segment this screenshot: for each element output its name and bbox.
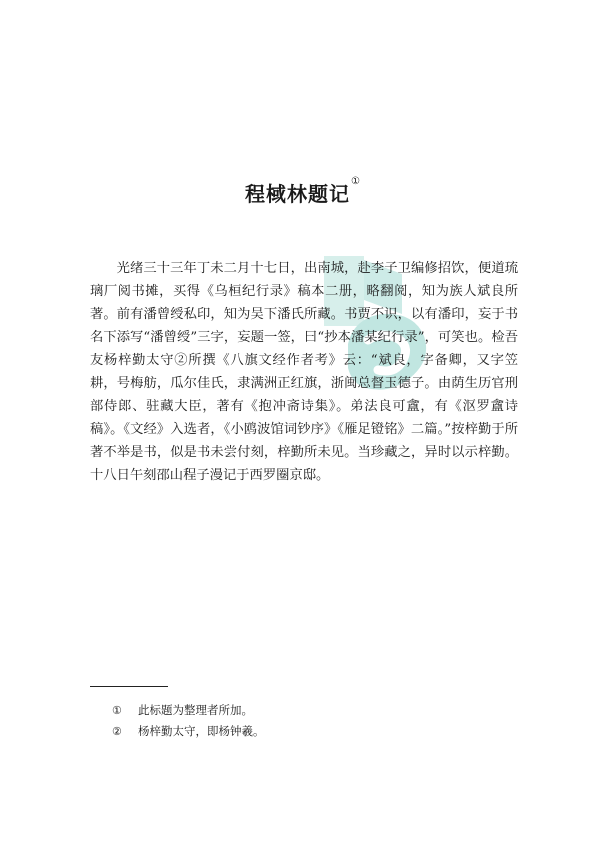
title-footnote-mark: ① (351, 176, 361, 187)
footnotes-section (112, 700, 512, 742)
page-title-text: 程棫林题记 (245, 182, 351, 206)
footnote-item (112, 700, 512, 721)
footnote-text: 此标题为整理者所加。 (138, 703, 253, 717)
footnote-text: 杨梓勤太守，即杨钟羲。 (138, 724, 265, 738)
body-paragraph: 光绪三十三年丁未二月十七日，出南城，赴李子卫编修招饮，便道琉璃厂阅书摊，买得《乌桓纪行录》稿本二册，略翻阅，知为族人斌良所著。前有潘曾绶私印，知为吴下潘氏所藏。书贾不识，以有潘印，妄于书名下添写“潘曾绶”三字，妄题一签，曰“抄本潘某纪行录”，可笑也。检吾友杨梓勤太守②所撰《八旗文经作者考》云：“斌良，字备卿，又字笠耕，号梅舫，瓜尔佳氏，隶满洲正红旗，浙闽总督玉德子。由荫生历官刑部侍郎、驻藏大臣，著有《抱冲斋诗集》。弟法良可盦，有《沤罗盦诗稿》。《文经》入选者，《小鸥波馆词钞序》《雁足镫铭》二篇。”按梓勤于所著不举是书，似是书未尝付刻，梓勤所未见。当珍藏之，异时以示梓勤。十八日午刻邵山程子漫记于西罗圈京邸。 (90, 261, 518, 483)
footnote-item (112, 721, 512, 742)
page-title (0, 178, 606, 207)
footnote-mark: ② (112, 725, 122, 738)
footnote-mark: ① (112, 704, 122, 717)
footnote-divider (90, 686, 168, 687)
